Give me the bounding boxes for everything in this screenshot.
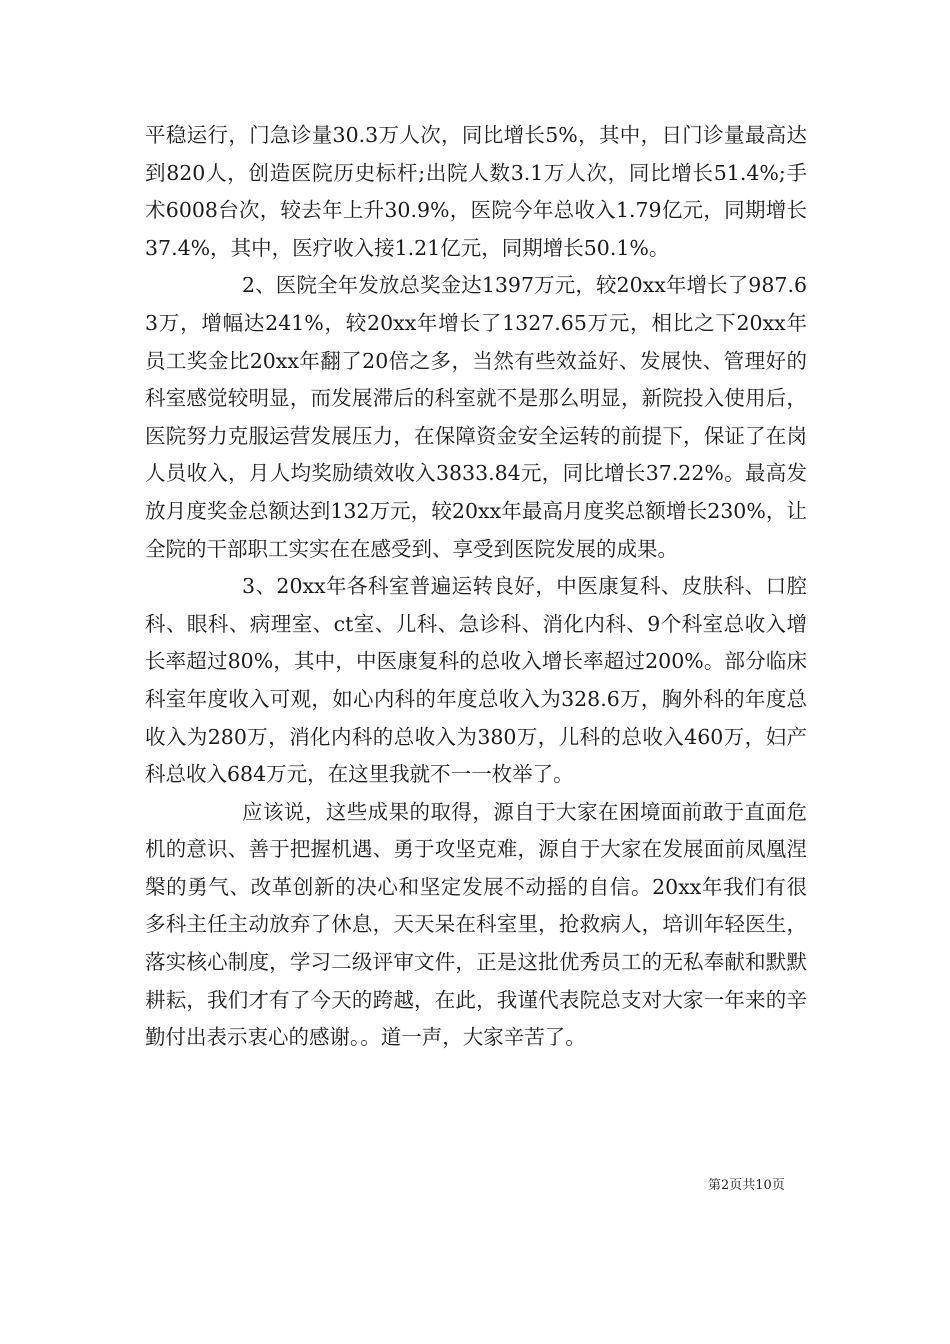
document-body: [145, 117, 807, 1057]
paragraph-department-growth: 3、20xx年各科室普遍运转良好，中医康复科、皮肤科、口腔科、眼科、病理室、ct室、儿科、急诊科、消化内科、9个科室总收入增长率超过80%，其中，中医康复科的总收入增长率超过200%。部分临床科室年度收入可观，如心内科的年度总收入为328.6万，胸外科的年度总收入为280万，消化内科的总收入为380万，儿科的总收入460万，妇产科总收入684万元，在这里我就不一一枚举了。: [145, 574, 807, 787]
paragraph-operations-summary: 平稳运行，门急诊量30.3万人次，同比增长5%，其中，日门诊量最高达到820人，创造医院历史标杆;出院人数3.1万人次，同比增长51.4%;手术6008台次，较去年上升30.9%，医院今年总收入1.79亿元，同期增长37.4%，其中，医疗收入接1.21亿元，同期增长50.1%。: [145, 123, 807, 260]
paragraph-acknowledgement: 应该说，这些成果的取得，源自于大家在困境面前敢于直面危机的意识、善于把握机遇、勇于攻坚克难，源自于大家在发展面前凤凰涅槃的勇气、改革创新的决心和坚定发展不动摇的自信。20xx年我们有很多科主任主动放弃了休息，天天呆在科室里，抢救病人，培训年轻医生，落实核心制度，学习二级评审文件，正是这批优秀员工的无私奉献和默默耕耘，我们才有了今天的跨越，在此，我谨代表院总支对大家一年来的辛勤付出表示衷心的感谢。。道一声，大家辛苦了。: [145, 799, 807, 1050]
page-number-footer: 第2页共10页: [708, 1178, 785, 1193]
paragraph-bonus-distribution: 2、医院全年发放总奖金达1397万元，较20xx年增长了987.63万，增幅达241%，较20xx年增长了1327.65万元，相比之下20xx年员工奖金比20xx年翻了20倍之多，当然有些效益好、发展快、管理好的科室感觉较明显，而发展滞后的科室就不是那么明显，新院投入使用后，医院努力克服运营发展压力，在保障资金安全运转的前提下，保证了在岗人员收入，月人均奖励绩效收入3833.84元，同比增长37.22%。最高发放月度奖金总额达到132万元，较20xx年最高月度奖总额增长230%，让全院的干部职工实实在在感受到、享受到医院发展的成果。: [145, 273, 807, 561]
